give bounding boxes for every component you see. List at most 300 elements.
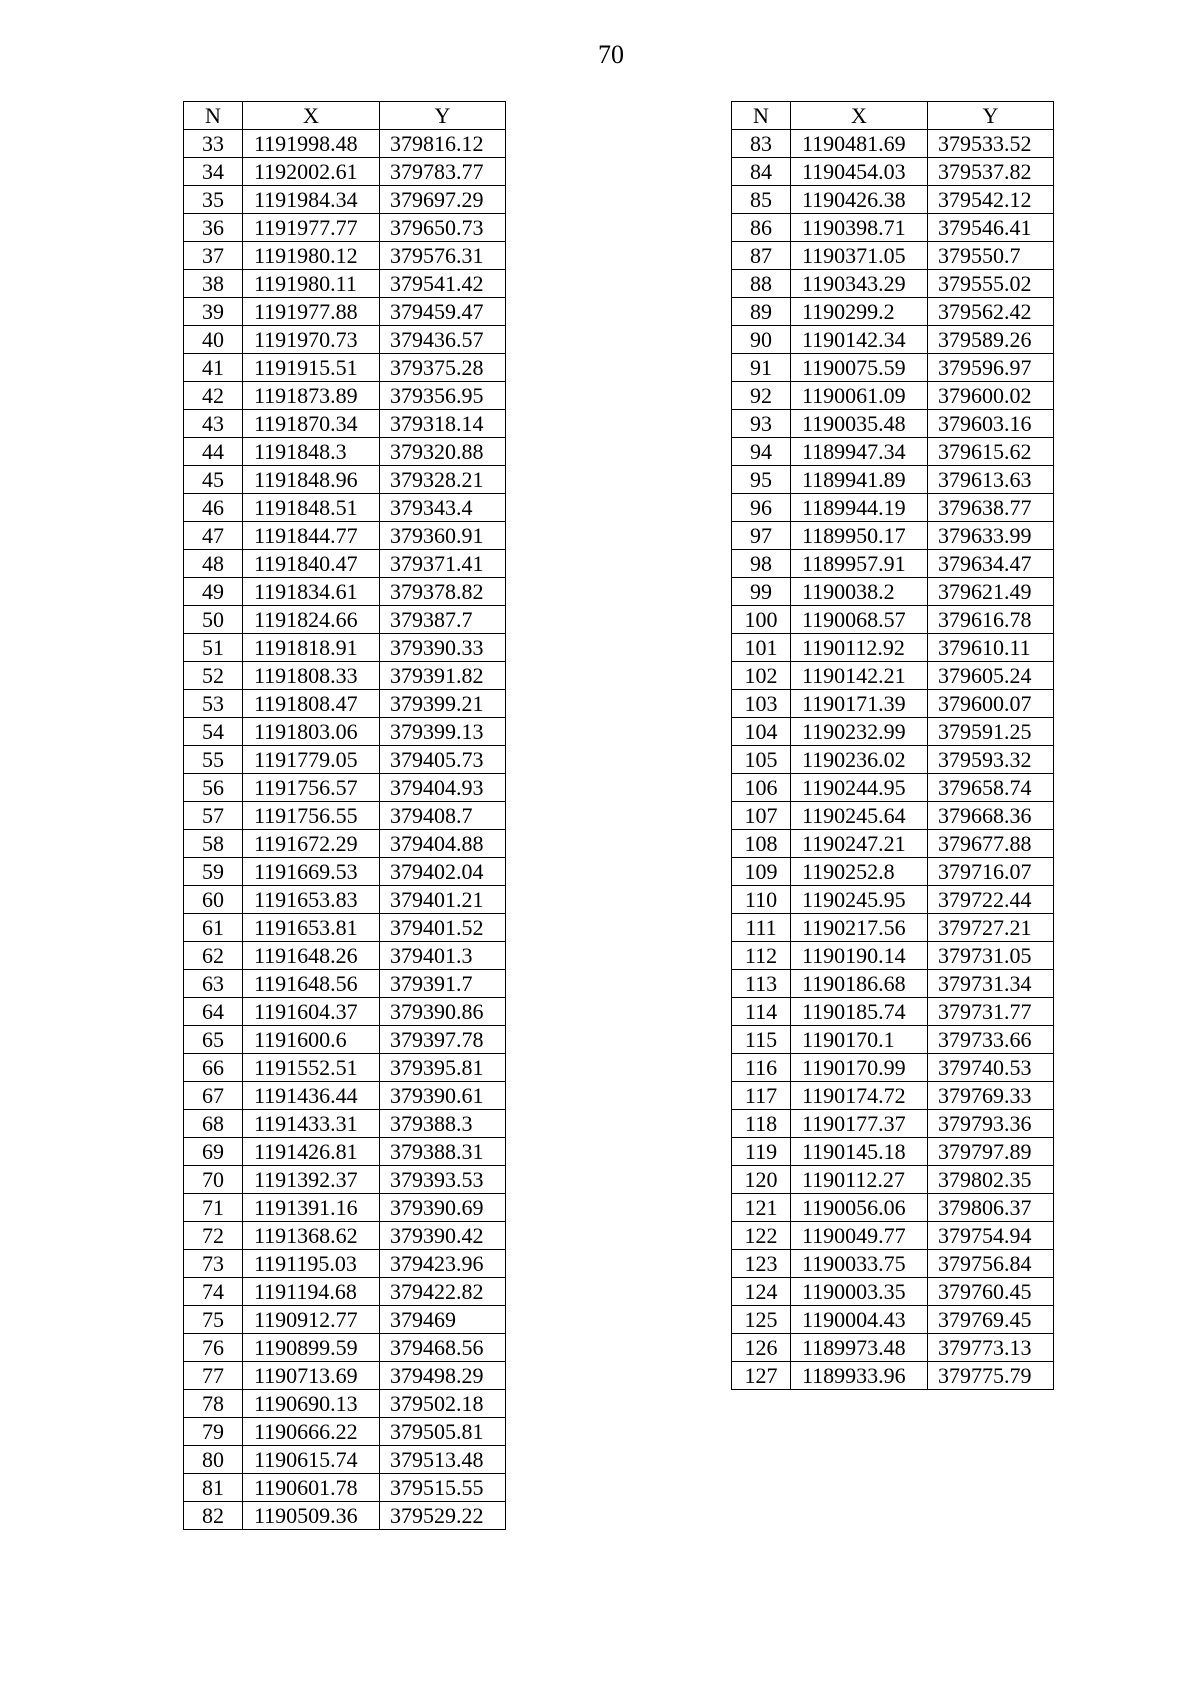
- cell-y: 379378.82: [380, 578, 506, 606]
- cell-n: 115: [732, 1026, 791, 1054]
- cell-x: 1190244.95: [791, 774, 928, 802]
- table-body-right: [732, 130, 1054, 1390]
- page-number: 70: [598, 40, 624, 69]
- column-header-x: X: [243, 102, 380, 130]
- table-row: [184, 1306, 506, 1334]
- cell-y: 379616.78: [928, 606, 1054, 634]
- cell-n: 104: [732, 718, 791, 746]
- cell-n: 70: [184, 1166, 243, 1194]
- cell-n: 75: [184, 1306, 243, 1334]
- table-row: [184, 1194, 506, 1222]
- cell-n: 127: [732, 1362, 791, 1390]
- cell-x: 1190481.69: [791, 130, 928, 158]
- cell-n: 48: [184, 550, 243, 578]
- table-row: [184, 382, 506, 410]
- table-row: [732, 662, 1054, 690]
- table-row: [732, 578, 1054, 606]
- table-row: [732, 298, 1054, 326]
- cell-y: 379401.3: [380, 942, 506, 970]
- cell-n: 62: [184, 942, 243, 970]
- cell-y: 379610.11: [928, 634, 1054, 662]
- cell-n: 43: [184, 410, 243, 438]
- cell-n: 64: [184, 998, 243, 1026]
- cell-n: 121: [732, 1194, 791, 1222]
- cell-n: 84: [732, 158, 791, 186]
- table-row: [184, 410, 506, 438]
- cell-y: 379397.78: [380, 1026, 506, 1054]
- table-row: [184, 1026, 506, 1054]
- cell-x: 1189941.89: [791, 466, 928, 494]
- cell-n: 53: [184, 690, 243, 718]
- cell-y: 379589.26: [928, 326, 1054, 354]
- table-row: [732, 914, 1054, 942]
- cell-n: 41: [184, 354, 243, 382]
- table-row: [732, 326, 1054, 354]
- cell-n: 49: [184, 578, 243, 606]
- cell-y: 379371.41: [380, 550, 506, 578]
- table-row: [732, 1082, 1054, 1110]
- cell-n: 60: [184, 886, 243, 914]
- cell-n: 39: [184, 298, 243, 326]
- cell-x: 1191818.91: [243, 634, 380, 662]
- table-row: [184, 1166, 506, 1194]
- cell-n: 71: [184, 1194, 243, 1222]
- cell-n: 102: [732, 662, 791, 690]
- table-header-row: [732, 102, 1054, 130]
- cell-y: 379634.47: [928, 550, 1054, 578]
- cell-x: 1190145.18: [791, 1138, 928, 1166]
- table-row: [732, 354, 1054, 382]
- cell-y: 379360.91: [380, 522, 506, 550]
- cell-x: 1190371.05: [791, 242, 928, 270]
- table-row: [184, 214, 506, 242]
- table-row: [184, 130, 506, 158]
- cell-x: 1191980.11: [243, 270, 380, 298]
- table-row: [732, 214, 1054, 242]
- cell-x: 1190426.38: [791, 186, 928, 214]
- cell-n: 34: [184, 158, 243, 186]
- table-row: [184, 998, 506, 1026]
- cell-x: 1190232.99: [791, 718, 928, 746]
- table-row: [732, 970, 1054, 998]
- cell-n: 88: [732, 270, 791, 298]
- cell-x: 1190061.09: [791, 382, 928, 410]
- table-row: [732, 830, 1054, 858]
- table-row: [184, 1390, 506, 1418]
- cell-n: 63: [184, 970, 243, 998]
- table-row: [184, 1250, 506, 1278]
- cell-x: 1189933.96: [791, 1362, 928, 1390]
- cell-x: 1191970.73: [243, 326, 380, 354]
- cell-n: 89: [732, 298, 791, 326]
- cell-n: 107: [732, 802, 791, 830]
- cell-y: 379399.13: [380, 718, 506, 746]
- cell-y: 379740.53: [928, 1054, 1054, 1082]
- cell-x: 1189973.48: [791, 1334, 928, 1362]
- table-row: [732, 1250, 1054, 1278]
- cell-y: 379402.04: [380, 858, 506, 886]
- cell-n: 73: [184, 1250, 243, 1278]
- cell-x: 1191779.05: [243, 746, 380, 774]
- table-row: [732, 802, 1054, 830]
- cell-y: 379783.77: [380, 158, 506, 186]
- cell-y: 379600.07: [928, 690, 1054, 718]
- cell-n: 76: [184, 1334, 243, 1362]
- cell-y: 379754.94: [928, 1222, 1054, 1250]
- cell-x: 1191808.47: [243, 690, 380, 718]
- cell-y: 379515.55: [380, 1474, 506, 1502]
- cell-n: 72: [184, 1222, 243, 1250]
- table-row: [732, 1054, 1054, 1082]
- cell-x: 1190186.68: [791, 970, 928, 998]
- cell-n: 120: [732, 1166, 791, 1194]
- table-row: [732, 466, 1054, 494]
- table-row: [184, 606, 506, 634]
- cell-n: 98: [732, 550, 791, 578]
- cell-x: 1190190.14: [791, 942, 928, 970]
- cell-n: 109: [732, 858, 791, 886]
- cell-y: 379596.97: [928, 354, 1054, 382]
- cell-x: 1190666.22: [243, 1418, 380, 1446]
- cell-x: 1190170.99: [791, 1054, 928, 1082]
- table-row: [732, 1362, 1054, 1390]
- cell-n: 91: [732, 354, 791, 382]
- cell-n: 94: [732, 438, 791, 466]
- cell-x: 1191604.37: [243, 998, 380, 1026]
- cell-n: 38: [184, 270, 243, 298]
- cell-n: 57: [184, 802, 243, 830]
- table-row: [184, 1418, 506, 1446]
- table-row: [732, 550, 1054, 578]
- cell-n: 97: [732, 522, 791, 550]
- cell-n: 36: [184, 214, 243, 242]
- table-row: [732, 1194, 1054, 1222]
- column-header-y: Y: [928, 102, 1054, 130]
- cell-n: 122: [732, 1222, 791, 1250]
- table-row: [184, 970, 506, 998]
- table-row: [184, 354, 506, 382]
- table-row: [732, 1110, 1054, 1138]
- cell-x: 1192002.61: [243, 158, 380, 186]
- cell-n: 123: [732, 1250, 791, 1278]
- cell-x: 1191848.51: [243, 494, 380, 522]
- cell-x: 1191808.33: [243, 662, 380, 690]
- cell-n: 82: [184, 1502, 243, 1530]
- table-row: [732, 606, 1054, 634]
- cell-n: 99: [732, 578, 791, 606]
- cell-y: 379422.82: [380, 1278, 506, 1306]
- cell-y: 379423.96: [380, 1250, 506, 1278]
- cell-x: 1190170.1: [791, 1026, 928, 1054]
- cell-y: 379756.84: [928, 1250, 1054, 1278]
- cell-x: 1191844.77: [243, 522, 380, 550]
- column-header-x: X: [791, 102, 928, 130]
- cell-y: 379388.3: [380, 1110, 506, 1138]
- cell-y: 379605.24: [928, 662, 1054, 690]
- cell-n: 93: [732, 410, 791, 438]
- table-row: [184, 1222, 506, 1250]
- cell-n: 125: [732, 1306, 791, 1334]
- cell-x: 1190615.74: [243, 1446, 380, 1474]
- cell-y: 379401.21: [380, 886, 506, 914]
- table-row: [732, 942, 1054, 970]
- cell-n: 58: [184, 830, 243, 858]
- table-row: [732, 438, 1054, 466]
- cell-y: 379600.02: [928, 382, 1054, 410]
- cell-n: 51: [184, 634, 243, 662]
- table-row: [732, 1026, 1054, 1054]
- cell-y: 379436.57: [380, 326, 506, 354]
- cell-n: 47: [184, 522, 243, 550]
- cell-y: 379621.49: [928, 578, 1054, 606]
- table-row: [184, 298, 506, 326]
- cell-x: 1191368.62: [243, 1222, 380, 1250]
- cell-x: 1190245.95: [791, 886, 928, 914]
- cell-y: 379387.7: [380, 606, 506, 634]
- cell-y: 379390.42: [380, 1222, 506, 1250]
- cell-x: 1191984.34: [243, 186, 380, 214]
- cell-y: 379405.73: [380, 746, 506, 774]
- cell-x: 1189957.91: [791, 550, 928, 578]
- cell-n: 124: [732, 1278, 791, 1306]
- cell-x: 1190912.77: [243, 1306, 380, 1334]
- cell-y: 379505.81: [380, 1418, 506, 1446]
- cell-x: 1191980.12: [243, 242, 380, 270]
- cell-x: 1191433.31: [243, 1110, 380, 1138]
- cell-n: 78: [184, 1390, 243, 1418]
- table-row: [732, 1278, 1054, 1306]
- cell-y: 379797.89: [928, 1138, 1054, 1166]
- table-row: [184, 158, 506, 186]
- cell-x: 1191834.61: [243, 578, 380, 606]
- cell-n: 111: [732, 914, 791, 942]
- cell-x: 1190343.29: [791, 270, 928, 298]
- cell-n: 116: [732, 1054, 791, 1082]
- cell-y: 379591.25: [928, 718, 1054, 746]
- cell-n: 117: [732, 1082, 791, 1110]
- cell-n: 108: [732, 830, 791, 858]
- cell-y: 379775.79: [928, 1362, 1054, 1390]
- cell-y: 379550.7: [928, 242, 1054, 270]
- cell-y: 379816.12: [380, 130, 506, 158]
- cell-n: 55: [184, 746, 243, 774]
- cell-x: 1190035.48: [791, 410, 928, 438]
- table-row: [732, 746, 1054, 774]
- table-row: [184, 1362, 506, 1390]
- cell-y: 379399.21: [380, 690, 506, 718]
- cell-x: 1191848.3: [243, 438, 380, 466]
- table-row: [184, 802, 506, 830]
- cell-n: 56: [184, 774, 243, 802]
- table-row: [732, 158, 1054, 186]
- cell-n: 33: [184, 130, 243, 158]
- cell-n: 54: [184, 718, 243, 746]
- table-row: [184, 494, 506, 522]
- cell-x: 1190245.64: [791, 802, 928, 830]
- cell-n: 126: [732, 1334, 791, 1362]
- table-row: [732, 634, 1054, 662]
- cell-n: 59: [184, 858, 243, 886]
- table-row: [732, 774, 1054, 802]
- table-body-left: [184, 130, 506, 1530]
- cell-y: 379576.31: [380, 242, 506, 270]
- cell-n: 105: [732, 746, 791, 774]
- cell-n: 40: [184, 326, 243, 354]
- cell-y: 379390.33: [380, 634, 506, 662]
- table-row: [732, 718, 1054, 746]
- table-row: [184, 1138, 506, 1166]
- table-row: [184, 662, 506, 690]
- cell-x: 1190185.74: [791, 998, 928, 1026]
- table-row: [732, 1334, 1054, 1362]
- cell-x: 1190690.13: [243, 1390, 380, 1418]
- cell-y: 379727.21: [928, 914, 1054, 942]
- cell-y: 379633.99: [928, 522, 1054, 550]
- cell-y: 379408.7: [380, 802, 506, 830]
- cell-y: 379769.33: [928, 1082, 1054, 1110]
- table-row: [732, 186, 1054, 214]
- table-row: [732, 1222, 1054, 1250]
- cell-x: 1190177.37: [791, 1110, 928, 1138]
- table-row: [732, 242, 1054, 270]
- table-row: [184, 858, 506, 886]
- table-row: [184, 550, 506, 578]
- cell-x: 1190299.2: [791, 298, 928, 326]
- column-header-n: N: [184, 102, 243, 130]
- cell-x: 1190217.56: [791, 914, 928, 942]
- cell-n: 106: [732, 774, 791, 802]
- cell-x: 1191756.55: [243, 802, 380, 830]
- cell-n: 81: [184, 1474, 243, 1502]
- cell-y: 379533.52: [928, 130, 1054, 158]
- cell-x: 1191426.81: [243, 1138, 380, 1166]
- cell-x: 1190003.35: [791, 1278, 928, 1306]
- cell-x: 1191873.89: [243, 382, 380, 410]
- cell-x: 1190174.72: [791, 1082, 928, 1110]
- table-row: [184, 270, 506, 298]
- cell-x: 1190049.77: [791, 1222, 928, 1250]
- cell-y: 379806.37: [928, 1194, 1054, 1222]
- table-row: [732, 1166, 1054, 1194]
- table-row: [184, 1502, 506, 1530]
- cell-y: 379733.66: [928, 1026, 1054, 1054]
- cell-y: 379773.13: [928, 1334, 1054, 1362]
- cell-x: 1191195.03: [243, 1250, 380, 1278]
- cell-n: 46: [184, 494, 243, 522]
- cell-y: 379459.47: [380, 298, 506, 326]
- cell-x: 1191977.88: [243, 298, 380, 326]
- cell-y: 379498.29: [380, 1362, 506, 1390]
- table-row: [732, 494, 1054, 522]
- coordinates-table-left: [183, 101, 506, 1530]
- cell-y: 379562.42: [928, 298, 1054, 326]
- cell-n: 69: [184, 1138, 243, 1166]
- table-row: [184, 718, 506, 746]
- cell-x: 1191824.66: [243, 606, 380, 634]
- cell-x: 1191194.68: [243, 1278, 380, 1306]
- cell-x: 1191648.26: [243, 942, 380, 970]
- table-row: [732, 130, 1054, 158]
- cell-n: 67: [184, 1082, 243, 1110]
- cell-y: 379793.36: [928, 1110, 1054, 1138]
- cell-x: 1190509.36: [243, 1502, 380, 1530]
- cell-n: 90: [732, 326, 791, 354]
- cell-y: 379731.05: [928, 942, 1054, 970]
- cell-n: 61: [184, 914, 243, 942]
- cell-n: 113: [732, 970, 791, 998]
- cell-x: 1191840.47: [243, 550, 380, 578]
- cell-x: 1189947.34: [791, 438, 928, 466]
- table-row: [184, 886, 506, 914]
- cell-n: 80: [184, 1446, 243, 1474]
- cell-n: 35: [184, 186, 243, 214]
- cell-x: 1190236.02: [791, 746, 928, 774]
- cell-y: 379677.88: [928, 830, 1054, 858]
- cell-y: 379318.14: [380, 410, 506, 438]
- cell-x: 1190075.59: [791, 354, 928, 382]
- cell-y: 379716.07: [928, 858, 1054, 886]
- cell-y: 379731.34: [928, 970, 1054, 998]
- cell-y: 379603.16: [928, 410, 1054, 438]
- cell-n: 79: [184, 1418, 243, 1446]
- table-row: [184, 690, 506, 718]
- table-row: [732, 270, 1054, 298]
- cell-y: 379320.88: [380, 438, 506, 466]
- table-row: [184, 1334, 506, 1362]
- table-row: [732, 858, 1054, 886]
- cell-x: 1190398.71: [791, 214, 928, 242]
- table-row: [732, 998, 1054, 1026]
- cell-y: 379502.18: [380, 1390, 506, 1418]
- cell-y: 379615.62: [928, 438, 1054, 466]
- cell-n: 52: [184, 662, 243, 690]
- table-row: [184, 1278, 506, 1306]
- table-row: [184, 522, 506, 550]
- table-row: [184, 942, 506, 970]
- cell-x: 1191669.53: [243, 858, 380, 886]
- cell-x: 1191391.16: [243, 1194, 380, 1222]
- cell-x: 1191653.83: [243, 886, 380, 914]
- cell-n: 86: [732, 214, 791, 242]
- cell-y: 379769.45: [928, 1306, 1054, 1334]
- cell-y: 379390.61: [380, 1082, 506, 1110]
- table-row: [184, 1446, 506, 1474]
- cell-n: 103: [732, 690, 791, 718]
- cell-y: 379542.12: [928, 186, 1054, 214]
- cell-n: 37: [184, 242, 243, 270]
- cell-y: 379343.4: [380, 494, 506, 522]
- cell-y: 379650.73: [380, 214, 506, 242]
- cell-x: 1190601.78: [243, 1474, 380, 1502]
- cell-y: 379356.95: [380, 382, 506, 410]
- cell-x: 1191998.48: [243, 130, 380, 158]
- coordinates-table-right: [731, 101, 1054, 1390]
- table-row: [732, 1138, 1054, 1166]
- cell-y: 379390.86: [380, 998, 506, 1026]
- cell-y: 379760.45: [928, 1278, 1054, 1306]
- cell-n: 68: [184, 1110, 243, 1138]
- cell-x: 1190713.69: [243, 1362, 380, 1390]
- cell-n: 85: [732, 186, 791, 214]
- cell-y: 379390.69: [380, 1194, 506, 1222]
- table-row: [184, 914, 506, 942]
- cell-n: 114: [732, 998, 791, 1026]
- cell-x: 1190171.39: [791, 690, 928, 718]
- cell-n: 45: [184, 466, 243, 494]
- cell-y: 379658.74: [928, 774, 1054, 802]
- table-row: [184, 186, 506, 214]
- cell-y: 379668.36: [928, 802, 1054, 830]
